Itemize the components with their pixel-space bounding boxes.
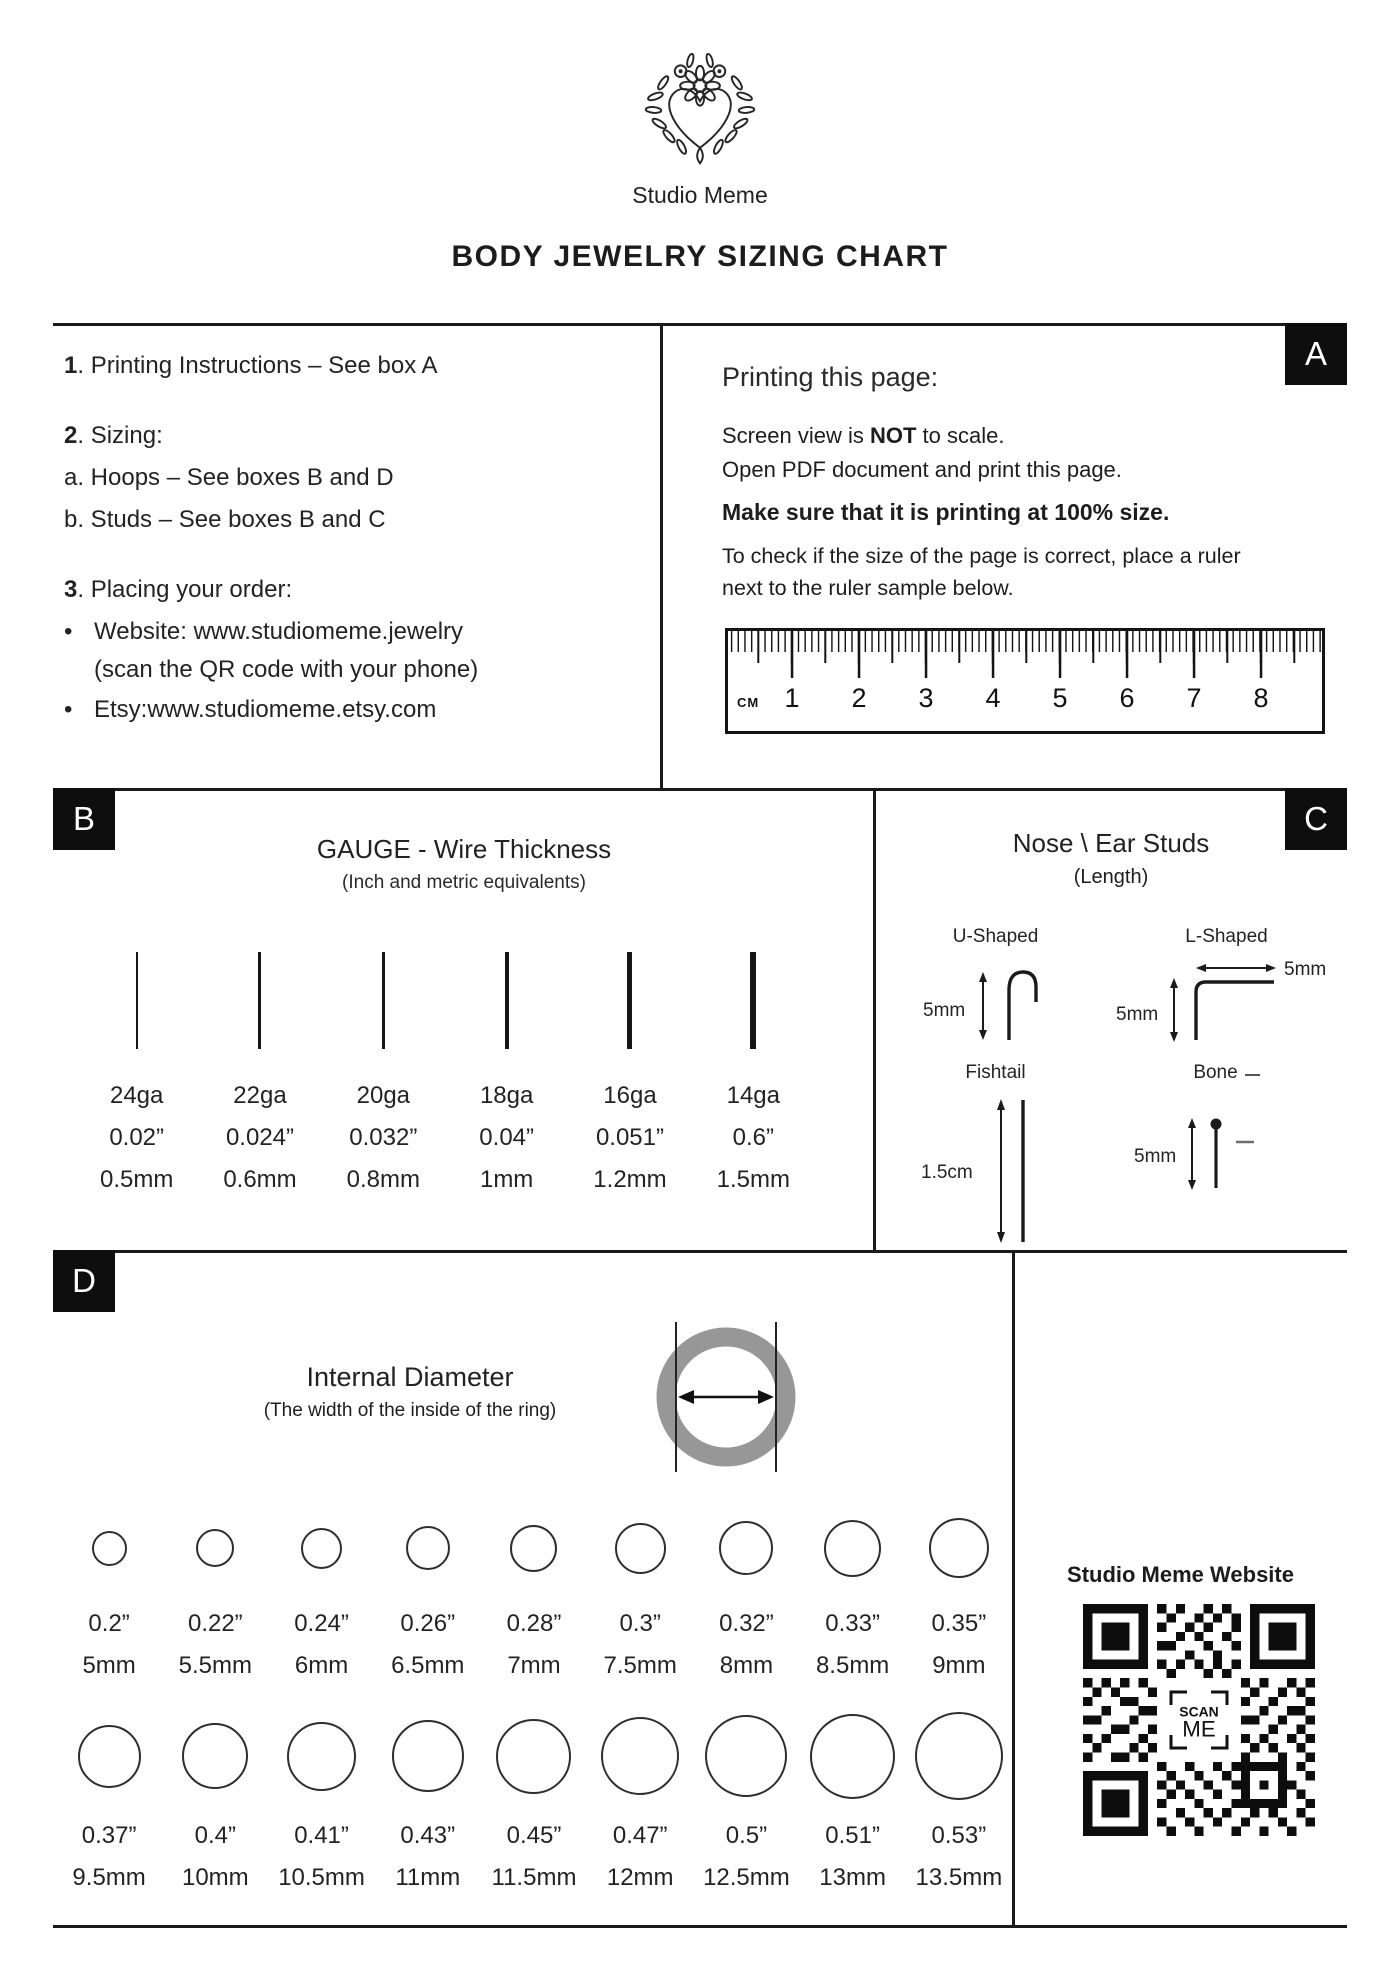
diameter-mm: 8mm — [719, 1652, 774, 1679]
diameter-mm: 5mm — [82, 1652, 136, 1679]
diameter-item — [375, 1502, 481, 1680]
diameter-item — [268, 1706, 374, 1892]
ring-sample — [392, 1720, 464, 1792]
gauge-mm: 1mm — [479, 1166, 534, 1193]
diameter-row-2 — [56, 1706, 1012, 1892]
diameter-item — [800, 1706, 906, 1892]
gauge-ga: 16ga — [603, 1082, 657, 1109]
gauge-column-22ga — [198, 952, 321, 1201]
diameter-inch: 0.28” — [506, 1610, 562, 1637]
ring-sample — [719, 1521, 773, 1575]
ruler-number-7: 7 — [1186, 683, 1202, 713]
instruction-step-2a: a. Hoops – See boxes B and D — [64, 464, 394, 491]
step-2-text: . Sizing: — [77, 422, 163, 449]
diameter-item — [693, 1502, 799, 1680]
scale-text-pre: Screen view is — [722, 423, 870, 448]
diameter-item — [906, 1706, 1012, 1892]
ring-sample — [824, 1520, 881, 1577]
page-title: BODY JEWELRY SIZING CHART — [451, 240, 949, 273]
diameter-item — [800, 1502, 906, 1680]
box-a-line-open-pdf: Open PDF document and print this page. — [722, 457, 1122, 483]
stud-name-row — [1193, 1062, 1259, 1084]
box-a-line-100pct: Make sure that it is printing at 100% size. — [722, 499, 1170, 526]
ring-sample — [301, 1528, 342, 1569]
ring-sample — [406, 1526, 450, 1570]
scan-label: SCAN — [1179, 1703, 1219, 1720]
diameter-item — [162, 1502, 268, 1680]
studio-meme-floral-heart-logo — [637, 40, 763, 178]
step-1-number: 1 — [64, 352, 78, 379]
diameter-inch: 0.53” — [931, 1822, 987, 1849]
diameter-mm: 7mm — [507, 1652, 561, 1679]
gauge-mm: 1.5mm — [716, 1166, 790, 1193]
website-note: (scan the QR code with your phone) — [94, 656, 479, 683]
diameter-inch: 0.47” — [612, 1822, 668, 1849]
diameter-item — [56, 1706, 162, 1892]
instruction-step-2 — [64, 422, 664, 450]
gauge-column-14ga — [692, 952, 815, 1201]
ring-sample — [810, 1714, 895, 1799]
bullet-icon: • — [64, 696, 73, 723]
diameter-mm: 5.5mm — [178, 1652, 252, 1679]
bone-length: 5mm — [1133, 1146, 1176, 1167]
step-3-number: 3 — [64, 576, 78, 603]
gauge-inch: 0.032” — [349, 1124, 418, 1151]
ring-sample — [196, 1529, 234, 1567]
diameter-inch: 0.35” — [931, 1610, 987, 1637]
me-label: ME — [1182, 1716, 1216, 1742]
diameter-inch: 0.3” — [619, 1610, 661, 1637]
stud-l-shaped — [1111, 926, 1342, 1044]
diameter-inch: 0.5” — [725, 1822, 768, 1849]
ring-sample — [496, 1719, 571, 1794]
fishtail-length: 1.5cm — [920, 1162, 973, 1183]
gauge-ga: 24ga — [109, 1082, 164, 1109]
gauge-mm: 0.5mm — [99, 1166, 174, 1193]
box-a-printing-info — [722, 362, 1332, 605]
gauge-ga: 18ga — [479, 1082, 534, 1109]
ring-sample — [78, 1725, 141, 1788]
scale-text-not: NOT — [869, 423, 917, 448]
diameter-item — [693, 1706, 799, 1892]
gauge-mm: 0.6mm — [223, 1166, 297, 1193]
u-shaped-diagram — [921, 958, 1071, 1044]
l-shaped-length: 5mm — [1116, 1004, 1159, 1025]
ring-sample — [615, 1523, 666, 1574]
box-d-label — [53, 1250, 115, 1312]
box-a-heading: Printing this page: — [722, 362, 939, 392]
diameter-mm: 13mm — [819, 1864, 886, 1891]
diameter-mm: 9.5mm — [72, 1864, 146, 1891]
diameter-mm: 10.5mm — [278, 1864, 365, 1891]
instruction-bullet-website — [64, 618, 664, 646]
diameter-inch: 0.32” — [719, 1610, 774, 1637]
gauge-column-24ga — [75, 952, 198, 1201]
stud-name: U-Shaped — [952, 926, 1039, 947]
l-shaped-arm-length: 5mm — [1284, 959, 1327, 980]
ring-sample — [929, 1518, 989, 1578]
studs-row-1 — [880, 926, 1342, 1044]
box-a-line-check-1: To check if the size of the page is correct, place a ruler — [722, 544, 1241, 569]
gauge-ga: 22ga — [233, 1082, 287, 1109]
box-b-title: GAUGE - Wire Thickness — [316, 834, 612, 864]
ruler-number-5: 5 — [1052, 683, 1068, 713]
diameter-item — [268, 1502, 374, 1680]
diameter-item — [481, 1502, 587, 1680]
bone-dash-mark — [1245, 1074, 1260, 1076]
ring-diameter-illustration — [648, 1320, 808, 1475]
bone-diagram — [1132, 1094, 1322, 1198]
diameter-inch: 0.45” — [506, 1822, 562, 1849]
wire-sample — [136, 952, 138, 1049]
box-d-subtitle: (The width of the inside of the ring) — [263, 1400, 557, 1421]
ruler-unit-label: CM — [737, 695, 760, 710]
gauge-inch: 0.051” — [595, 1124, 664, 1151]
diameter-inch: 0.2” — [88, 1610, 130, 1637]
ring-sample — [92, 1531, 127, 1566]
gauge-ga: 20ga — [356, 1082, 411, 1109]
gauge-inch: 0.02” — [109, 1124, 165, 1151]
box-b-letter: B — [72, 800, 95, 837]
diameter-mm: 6.5mm — [391, 1652, 465, 1679]
diameter-item — [481, 1706, 587, 1892]
u-shaped-length: 5mm — [922, 1000, 965, 1021]
gauge-inch: 0.04” — [479, 1124, 534, 1151]
diameter-inch: 0.41” — [294, 1822, 349, 1849]
ruler-number-2: 2 — [851, 683, 867, 713]
diameter-item — [162, 1706, 268, 1892]
instruction-step-2b: b. Studs – See boxes B and C — [64, 506, 386, 533]
diameter-mm: 6mm — [294, 1652, 349, 1679]
ring-sample — [182, 1723, 248, 1789]
diameter-item — [56, 1502, 162, 1680]
frame-line-bottom — [53, 1925, 1347, 1928]
wire-sample — [627, 952, 632, 1049]
stud-bone — [1111, 1062, 1342, 1246]
box-d-letter: D — [72, 1262, 96, 1299]
box-b-subtitle: (Inch and metric equivalents) — [342, 872, 586, 893]
diameter-inch: 0.43” — [400, 1822, 456, 1849]
diameter-inch: 0.22” — [187, 1610, 243, 1637]
wire-sample — [258, 952, 261, 1049]
frame-line-mid1 — [53, 788, 1347, 791]
instruction-bullet-etsy — [64, 696, 664, 724]
ruler-number-3: 3 — [918, 683, 934, 713]
instruction-step-1 — [64, 352, 664, 380]
diameter-mm: 13.5mm — [915, 1864, 1003, 1891]
instructions-list — [64, 352, 664, 734]
box-d-title: Internal Diameter — [306, 1362, 514, 1392]
ring-sample — [510, 1525, 557, 1572]
diameter-mm: 12mm — [606, 1864, 674, 1891]
diameter-mm: 8.5mm — [815, 1652, 890, 1679]
diameter-mm: 7.5mm — [603, 1652, 677, 1679]
stud-name: Fishtail — [965, 1062, 1026, 1083]
gauge-columns — [75, 952, 815, 1201]
gauge-mm: 0.8mm — [346, 1166, 420, 1193]
qr-heading: Studio Meme Website — [1067, 1562, 1294, 1587]
box-c-letter: C — [1304, 800, 1328, 837]
divider-section-d — [1012, 1250, 1015, 1928]
gauge-column-20ga — [322, 952, 445, 1201]
diameter-inch: 0.24” — [294, 1610, 349, 1637]
diameter-inch: 0.51” — [825, 1822, 880, 1849]
brand-name: Studio Meme — [632, 182, 768, 208]
step-1-text: . Printing Instructions – See box A — [77, 352, 438, 379]
ring-sample — [601, 1717, 679, 1795]
website-url: Website: www.studiomeme.jewelry — [94, 618, 464, 645]
diameter-mm: 9mm — [932, 1652, 986, 1679]
diameter-mm: 12.5mm — [703, 1864, 790, 1891]
diameter-item — [375, 1706, 481, 1892]
scale-text-post: to scale. — [916, 423, 1005, 448]
diameter-item — [906, 1502, 1012, 1680]
l-shaped-diagram — [1114, 958, 1339, 1044]
diameter-inch: 0.37” — [81, 1822, 137, 1849]
diameter-mm: 11.5mm — [491, 1864, 577, 1891]
gauge-inch: 0.6” — [732, 1124, 774, 1151]
ruler-number-4: 4 — [985, 683, 1001, 713]
ring-sample — [915, 1712, 1003, 1800]
diameter-mm: 10mm — [181, 1864, 249, 1891]
gauge-column-16ga — [568, 952, 691, 1201]
step-2-number: 2 — [64, 422, 78, 449]
ruler-sample — [725, 628, 1325, 734]
frame-line-mid2 — [53, 1250, 1347, 1253]
diameter-inch: 0.33” — [825, 1610, 880, 1637]
box-c-subtitle: (Length) — [1073, 866, 1149, 888]
diameter-item — [587, 1706, 693, 1892]
step-3-text: . Placing your order: — [77, 576, 293, 603]
stud-fishtail — [880, 1062, 1111, 1246]
etsy-url: Etsy:www.studiomeme.etsy.com — [94, 696, 437, 723]
qr-code — [1083, 1604, 1315, 1836]
box-a-line-scale — [722, 419, 1332, 453]
gauge-column-18ga — [445, 952, 568, 1201]
stud-name: Bone — [1193, 1062, 1238, 1083]
gauge-ga: 14ga — [726, 1082, 780, 1109]
ruler-number-6: 6 — [1119, 683, 1135, 713]
wire-sample — [750, 952, 756, 1049]
box-a-line-check-2: next to the ruler sample below. — [722, 576, 1014, 601]
ring-sample — [705, 1715, 787, 1797]
frame-line-top — [53, 323, 1347, 326]
wire-sample — [505, 952, 509, 1049]
diameter-item — [587, 1502, 693, 1680]
stud-name: L-Shaped — [1185, 926, 1268, 947]
fishtail-diagram — [921, 1094, 1071, 1246]
instruction-step-3 — [64, 576, 664, 604]
studs-row-2 — [880, 1062, 1342, 1246]
stud-u-shaped — [880, 926, 1111, 1044]
ring-sample — [287, 1722, 356, 1791]
wire-sample — [382, 952, 386, 1049]
bullet-icon: • — [64, 618, 73, 645]
ruler-number-8: 8 — [1253, 683, 1269, 713]
gauge-mm: 1.2mm — [593, 1166, 667, 1193]
gauge-inch: 0.024” — [225, 1124, 295, 1151]
diameter-inch: 0.4” — [194, 1822, 236, 1849]
diameter-mm: 11mm — [395, 1864, 461, 1891]
diameter-row-1 — [56, 1502, 1012, 1680]
box-c-title: Nose \ Ear Studs — [1012, 828, 1210, 858]
diameter-inch: 0.26” — [400, 1610, 456, 1637]
box-a-letter: A — [1304, 335, 1327, 372]
ruler-number-1: 1 — [784, 683, 800, 713]
